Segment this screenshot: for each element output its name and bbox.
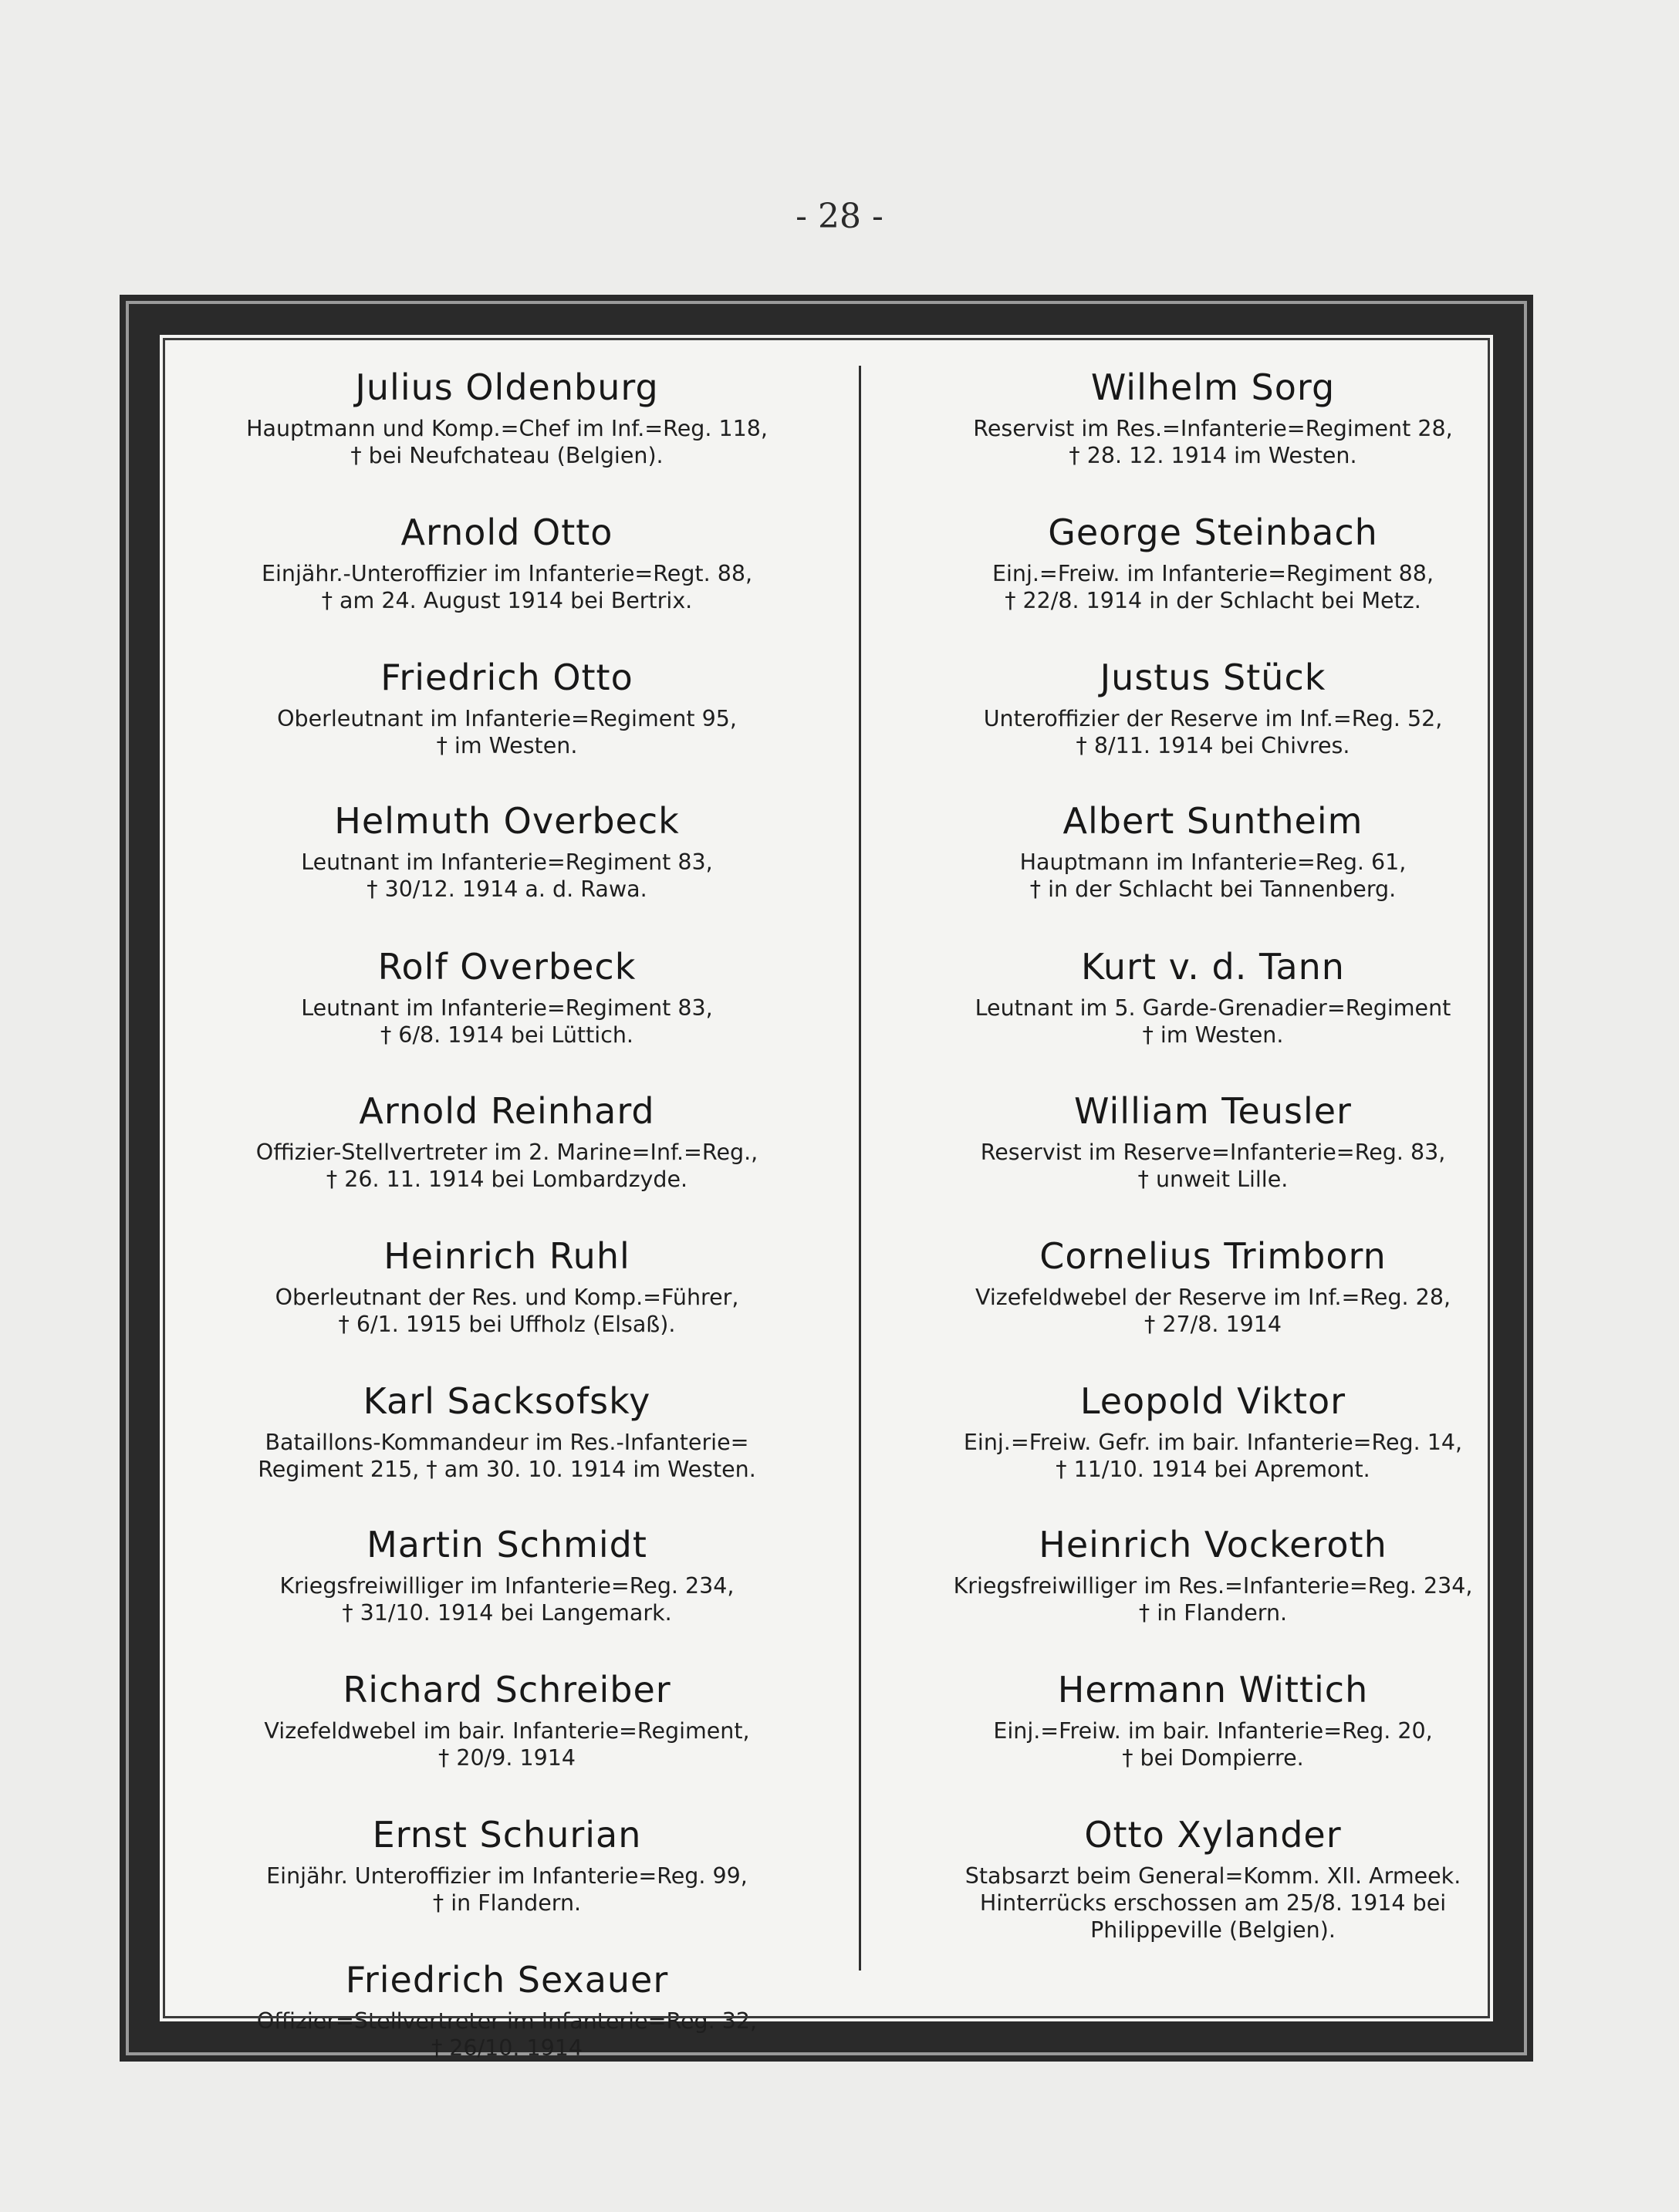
entry-description: [175, 849, 839, 903]
entry-description-line: † bei Dompierre.: [1122, 1745, 1304, 1771]
entry-description-line: Oberleutnant der Res. und Komp.=Führer,: [275, 1285, 739, 1310]
entry-description: [175, 995, 839, 1049]
entry-description-line: Kriegsfreiwilliger im Res.=Infanterie=Reg. 234,: [953, 1573, 1473, 1599]
entry-name: William Teusler: [1074, 1090, 1352, 1132]
memorial-entry: [175, 654, 839, 759]
entry-description-line: Oberleutnant im Infanterie=Regiment 95,: [277, 706, 737, 731]
entry-description-line: Hauptmann und Komp.=Chef im Inf.=Reg. 118,: [246, 416, 768, 441]
entry-name: Julius Oldenburg: [355, 366, 659, 408]
entry-description-line: Hauptmann im Infanterie=Reg. 61,: [1019, 849, 1407, 875]
entry-description: [881, 1572, 1545, 1626]
entry-name: Kurt v. d. Tann: [1081, 946, 1345, 988]
entry-description: [881, 1862, 1545, 1944]
entry-description-line: Einj.=Freiw. Gefr. im bair. Infanterie=Reg. 14,: [963, 1430, 1463, 1455]
entry-description-line: † 27/8. 1914: [1144, 1312, 1282, 1337]
memorial-entry: [881, 1378, 1545, 1483]
entry-description-line: Reservist im Reserve=Infanterie=Reg. 83,: [980, 1140, 1446, 1165]
entry-name: Justus Stück: [1100, 657, 1326, 698]
entry-name: Karl Sacksofsky: [363, 1380, 651, 1422]
memorial-entry: [175, 1667, 839, 1771]
entry-description-line: Einj.=Freiw. im Infanterie=Regiment 88,: [992, 561, 1434, 586]
memorial-entry: [175, 1233, 839, 1338]
entry-description-line: Unteroffizier der Reserve im Inf.=Reg. 52,: [983, 706, 1443, 731]
memorial-entry: [175, 364, 839, 469]
entry-description: [881, 560, 1545, 614]
entry-description-line: † 6/8. 1914 bei Lüttich.: [380, 1022, 633, 1048]
entry-description-line: † am 24. August 1914 bei Bertrix.: [321, 588, 693, 613]
memorial-entry: [175, 1812, 839, 1917]
entry-description-line: Offizier=Stellvertreter im Infanterie=Reg. 32,: [256, 2008, 758, 2034]
entry-description-line: Reservist im Res.=Infanterie=Regiment 28,: [973, 416, 1453, 441]
entry-name: Cornelius Trimborn: [1039, 1235, 1387, 1277]
entry-description-line: Bataillons-Kommandeur im Res.-Infanterie=: [265, 1430, 749, 1455]
memorial-entry: [881, 1667, 1545, 1771]
entry-description-line: Vizefeldwebel der Reserve im Inf.=Reg. 28,: [975, 1285, 1451, 1310]
entry-description-line: † 20/9. 1914: [438, 1745, 576, 1771]
entry-description-line: Hinterrücks erschossen am 25/8. 1914 bei: [979, 1890, 1447, 1916]
entry-description-line: † 11/10. 1914 bei Apremont.: [1056, 1457, 1370, 1482]
entry-description-line: † unweit Lille.: [1137, 1167, 1289, 1192]
entry-description: [881, 415, 1545, 469]
entry-description-line: † im Westen.: [436, 733, 578, 758]
entry-description-line: † 22/8. 1914 in der Schlacht bei Metz.: [1005, 588, 1421, 613]
entry-name: Ernst Schurian: [372, 1814, 642, 1856]
entry-description-line: † 26. 11. 1914 bei Lombardzyde.: [326, 1167, 688, 1192]
entry-description-line: Leutnant im Infanterie=Regiment 83,: [301, 849, 713, 875]
memorial-entry: [175, 798, 839, 903]
entry-description: [881, 1139, 1545, 1193]
entry-name: Arnold Otto: [400, 512, 613, 553]
entry-name: Heinrich Ruhl: [383, 1235, 630, 1277]
entry-name: Richard Schreiber: [343, 1669, 671, 1711]
entry-description-line: Vizefeldwebel im bair. Infanterie=Regiment,: [264, 1718, 750, 1744]
entry-name: Hermann Wittich: [1057, 1669, 1369, 1711]
entry-description-line: Offizier-Stellvertreter im 2. Marine=Inf.=Reg.,: [255, 1140, 758, 1165]
entry-description-line: Leutnant im 5. Garde-Grenadier=Regiment: [975, 995, 1451, 1021]
entry-description-line: † 26/10. 1914: [431, 2035, 583, 2061]
entry-description-line: † 8/11. 1914 bei Chivres.: [1076, 733, 1350, 758]
entry-description-line: Kriegsfreiwilliger im Infanterie=Reg. 234,: [279, 1573, 735, 1599]
entry-description: [175, 1717, 839, 1771]
entry-name: Otto Xylander: [1084, 1814, 1342, 1856]
entry-name: George Steinbach: [1048, 512, 1378, 553]
entry-name: Leopold Viktor: [1079, 1380, 1346, 1422]
entry-description-line: † bei Neufchateau (Belgien).: [350, 443, 664, 468]
entry-description: [881, 995, 1545, 1049]
entry-name: Helmuth Overbeck: [334, 800, 680, 842]
entry-description-line: Einjähr. Unteroffizier im Infanterie=Reg. 99,: [266, 1863, 748, 1889]
entry-description: [175, 415, 839, 469]
entry-description: [175, 705, 839, 759]
entry-description-line: Leutnant im Infanterie=Regiment 83,: [301, 995, 713, 1021]
entry-description: [881, 849, 1545, 903]
entry-description-line: Einj.=Freiw. im bair. Infanterie=Reg. 20,: [993, 1718, 1433, 1744]
memorial-entry: [881, 509, 1545, 614]
column-divider: [859, 366, 861, 1971]
entry-description: [175, 560, 839, 614]
entry-name: Rolf Overbeck: [377, 946, 637, 988]
entry-description: [175, 1284, 839, 1338]
memorial-border-frame: [120, 295, 1533, 2062]
entry-description-line: Einjähr.-Unteroffizier im Infanterie=Regt. 88,: [261, 561, 753, 586]
entry-description-line: Philippeville (Belgien).: [1090, 1917, 1336, 1943]
entry-description-line: † im Westen.: [1142, 1022, 1284, 1048]
memorial-entry: [175, 1521, 839, 1626]
memorial-entry: [881, 1088, 1545, 1193]
entry-description-line: Stabsarzt beim General=Komm. XII. Armeek.: [964, 1863, 1461, 1889]
entry-description: [881, 1429, 1545, 1483]
memorial-entry: [881, 1812, 1545, 1944]
entry-name: Heinrich Vockeroth: [1039, 1524, 1387, 1565]
memorial-entry: [175, 509, 839, 614]
entry-description-line: † in der Schlacht bei Tannenberg.: [1029, 876, 1397, 902]
memorial-entry: [881, 654, 1545, 759]
memorial-entry: [175, 1957, 839, 2062]
memorial-entry: [175, 1378, 839, 1483]
page-number: - 28 -: [796, 197, 883, 236]
entry-description: [175, 1862, 839, 1917]
entry-description: [175, 1572, 839, 1626]
entry-name: Arnold Reinhard: [359, 1090, 655, 1132]
entry-description: [881, 1284, 1545, 1338]
memorial-entry: [175, 1088, 839, 1193]
entry-description-line: † 30/12. 1914 a. d. Rawa.: [367, 876, 647, 902]
entry-name: Martin Schmidt: [367, 1524, 647, 1565]
memorial-entry: [881, 944, 1545, 1049]
memorial-entry: [881, 364, 1545, 469]
entry-description-line: † 31/10. 1914 bei Langemark.: [342, 1600, 672, 1626]
entry-description: [175, 1429, 839, 1483]
entry-name: Wilhelm Sorg: [1090, 366, 1336, 408]
entry-description: [881, 705, 1545, 759]
entry-description-line: † 6/1. 1915 bei Uffholz (Elsaß).: [338, 1312, 676, 1337]
entry-description-line: † in Flandern.: [1138, 1600, 1288, 1626]
memorial-entry: [175, 944, 839, 1049]
memorial-entry: [881, 1233, 1545, 1338]
entry-name: Friedrich Sexauer: [345, 1959, 669, 2001]
entry-description-line: † 28. 12. 1914 im Westen.: [1069, 443, 1357, 468]
entry-name: Friedrich Otto: [380, 657, 633, 698]
memorial-entry: [881, 1521, 1545, 1626]
entry-description: [881, 1717, 1545, 1771]
entry-description-line: Regiment 215, † am 30. 10. 1914 im Westen.: [258, 1457, 756, 1482]
memorial-entry: [881, 798, 1545, 903]
entry-description-line: † in Flandern.: [432, 1890, 582, 1916]
entry-description: [175, 1139, 839, 1193]
entry-description: [175, 2008, 839, 2062]
entry-name: Albert Suntheim: [1062, 800, 1363, 842]
